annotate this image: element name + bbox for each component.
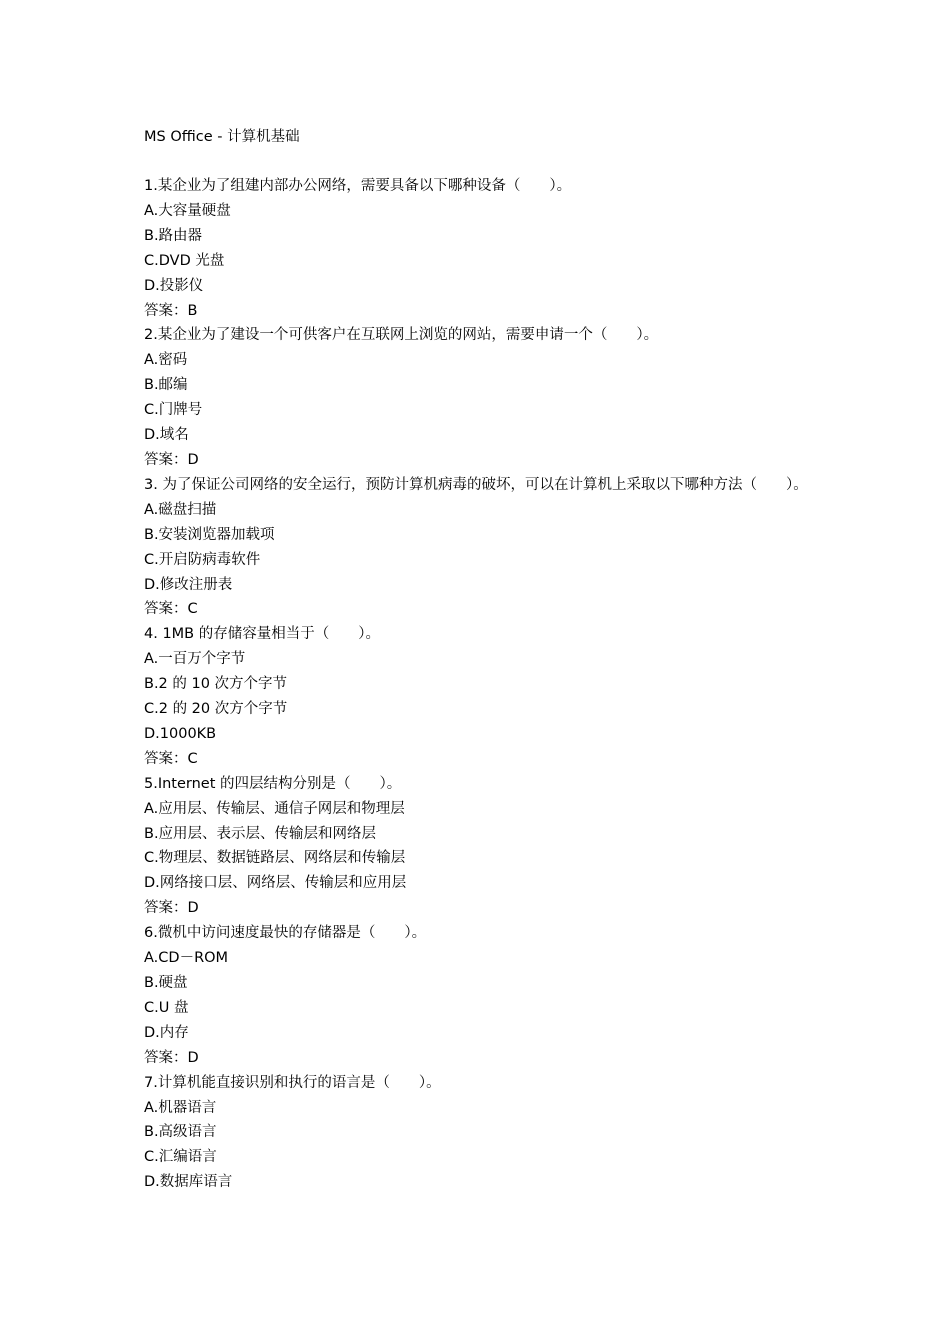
question-stem: 2.某企业为了建设一个可供客户在互联网上浏览的网站，需要申请一个（ ）。 <box>144 327 659 344</box>
option-d: D.1000KB <box>144 725 217 742</box>
option-c: C.U 盘 <box>144 999 189 1016</box>
document-body <box>144 125 814 1195</box>
answer-line: 答案：D <box>144 1049 199 1066</box>
answer-line: 答案：D <box>144 451 199 468</box>
question-7 <box>144 1071 814 1196</box>
option-c: C.2 的 20 次方个字节 <box>144 701 288 718</box>
question-stem: 1.某企业为了组建内部办公网络，需要具备以下哪种设备（ ）。 <box>144 178 572 194</box>
question-1 <box>144 174 814 323</box>
answer-line: 答案：D <box>144 900 199 917</box>
option-a: A.磁盘扫描 <box>144 501 217 518</box>
question-5 <box>144 772 814 921</box>
answer-line: 答案：C <box>144 601 198 618</box>
option-c: C.门牌号 <box>144 402 203 419</box>
option-c: C.开启防病毒软件 <box>144 551 261 568</box>
option-a: A.大容量硬盘 <box>144 202 231 219</box>
option-c: C.汇编语言 <box>144 1149 217 1166</box>
option-b: B.2 的 10 次方个字节 <box>144 676 288 693</box>
question-stem: 6.微机中访问速度最快的存储器是（ ）。 <box>144 925 427 942</box>
question-2 <box>144 323 814 472</box>
option-a: A.应用层、传输层、通信子网层和物理层 <box>144 800 405 817</box>
option-d: D.内存 <box>144 1024 189 1041</box>
question-stem: 7.计算机能直接识别和执行的语言是（ ）。 <box>144 1074 441 1091</box>
question-3 <box>144 473 814 622</box>
option-a: A.CD－ROM <box>144 950 229 967</box>
option-d: D.数据库语言 <box>144 1174 233 1191</box>
answer-line: 答案：B <box>144 302 198 319</box>
question-stem: 5.Internet 的四层结构分别是（ ）。 <box>144 775 402 792</box>
option-b: B.安装浏览器加载项 <box>144 526 275 543</box>
answer-line: 答案：C <box>144 750 198 767</box>
option-a: A.密码 <box>144 352 188 369</box>
option-d: D.域名 <box>144 427 189 444</box>
option-d: D.投影仪 <box>144 277 204 294</box>
question-stem: 4. 1MB 的存储容量相当于（ ）。 <box>144 626 380 643</box>
option-c: C.DVD 光盘 <box>144 252 225 269</box>
option-b: B.硬盘 <box>144 975 188 991</box>
option-c: C.物理层、数据链路层、网络层和传输层 <box>144 850 406 867</box>
option-d: D.修改注册表 <box>144 576 233 593</box>
question-4 <box>144 622 814 771</box>
option-b: B.应用层、表示层、传输层和网络层 <box>144 825 377 842</box>
option-a: A.机器语言 <box>144 1099 217 1116</box>
option-b: B.高级语言 <box>144 1124 217 1141</box>
document-title: MS Office - 计算机基础 <box>144 129 300 145</box>
question-6 <box>144 921 814 1070</box>
option-b: B.邮编 <box>144 377 188 394</box>
option-b: B.路由器 <box>144 227 203 244</box>
option-a: A.一百万个字节 <box>144 651 246 668</box>
question-stem: 3. 为了保证公司网络的安全运行，预防计算机病毒的破坏，可以在计算机上采取以下哪种方法（ ）。 <box>144 476 808 493</box>
option-d: D.网络接口层、网络层、传输层和应用层 <box>144 875 407 892</box>
